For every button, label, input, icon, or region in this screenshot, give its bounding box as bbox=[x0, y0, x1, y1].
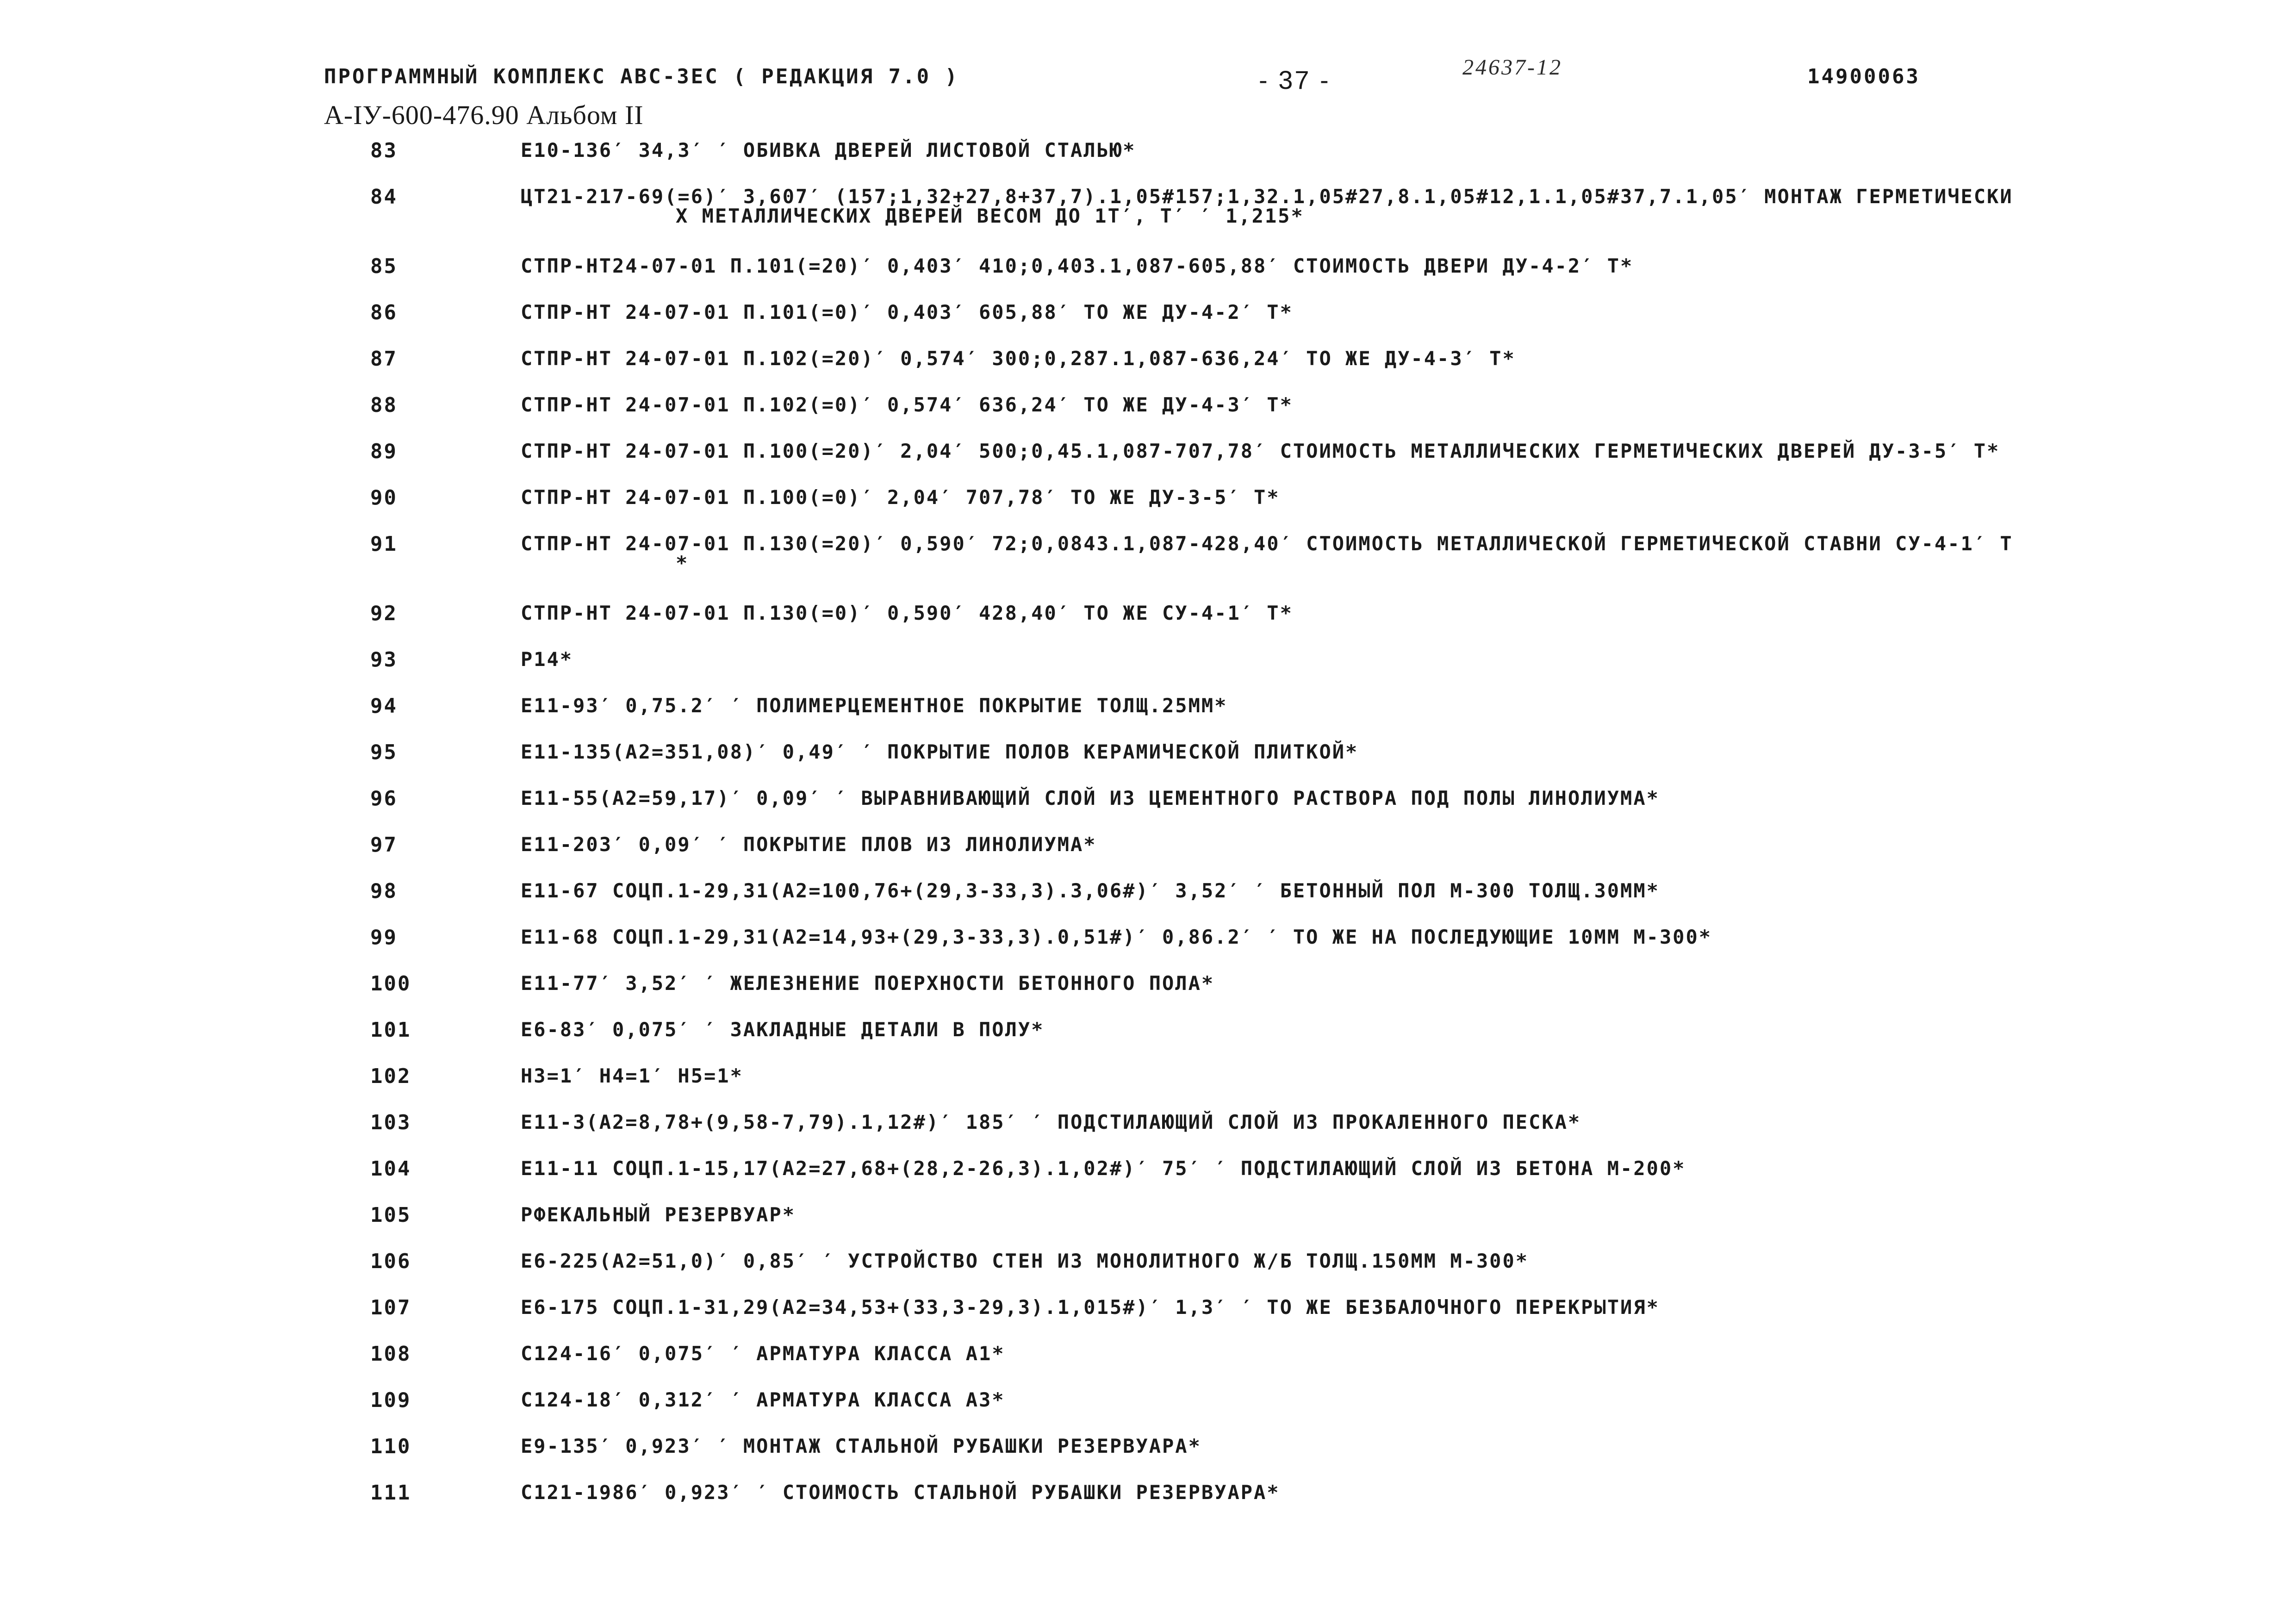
estimate-line bbox=[0, 833, 2296, 875]
line-number: 108 bbox=[370, 1342, 411, 1366]
line-text: Е6-175 СОЦП.1-31,29(А2=34,53+(33,3-29,3).1,015#)′ 1,3′ ′ ТО ЖЕ БЕЗБАЛОЧНОГО ПЕРЕКРЫТИЯ* bbox=[521, 1296, 1660, 1319]
line-number: 87 bbox=[370, 347, 398, 371]
estimate-line bbox=[0, 440, 2296, 481]
estimate-line bbox=[0, 393, 2296, 435]
line-text: СТПР-НТ 24-07-01 П.102(=20)′ 0,574′ 300;0,287.1,087-636,24′ ТО ЖЕ ДУ-4-3′ Т* bbox=[521, 347, 1516, 370]
line-text: СТПР-НТ 24-07-01 П.100(=0)′ 2,04′ 707,78′ ТО ЖЕ ДУ-3-5′ Т* bbox=[521, 486, 1280, 509]
line-text: ЦТ21-217-69(=6)′ 3,607′ (157;1,32+27,8+37,7).1,05#157;1,32.1,05#27,8.1,05#12,1.1,05#37,7.1,05′ МОНТАЖ ГЕРМЕТИЧЕСКИ bbox=[521, 185, 2013, 208]
document-code: 14900063 bbox=[1807, 65, 1920, 88]
line-number: 83 bbox=[370, 139, 398, 162]
estimate-line bbox=[0, 1481, 2296, 1523]
line-number: 111 bbox=[370, 1481, 411, 1505]
line-text: РФЕКАЛЬНЫЙ РЕЗЕРВУАР* bbox=[521, 1203, 796, 1226]
estimate-line bbox=[0, 301, 2296, 342]
line-text: Н3=1′ Н4=1′ Н5=1* bbox=[521, 1064, 743, 1087]
line-number: 100 bbox=[370, 972, 411, 996]
estimate-line bbox=[0, 648, 2296, 690]
estimate-line bbox=[0, 1018, 2296, 1060]
estimate-line bbox=[0, 1388, 2296, 1430]
line-text: СТПР-НТ 24-07-01 П.130(=20)′ 0,590′ 72;0,0843.1,087-428,40′ СТОИМОСТЬ МЕТАЛЛИЧЕСКОЙ ГЕРМЕТИЧЕСКОЙ СТАВНИ СУ-4-1′ Т bbox=[521, 532, 2013, 555]
line-number: 92 bbox=[370, 602, 398, 625]
line-text: СТПР-НТ 24-07-01 П.102(=0)′ 0,574′ 636,24′ ТО ЖЕ ДУ-4-3′ Т* bbox=[521, 393, 1293, 416]
estimate-line bbox=[0, 694, 2296, 736]
estimate-line bbox=[0, 1203, 2296, 1245]
line-number: 109 bbox=[370, 1388, 411, 1412]
line-number: 85 bbox=[370, 255, 398, 278]
estimate-line bbox=[0, 1296, 2296, 1338]
line-number: 84 bbox=[370, 185, 398, 209]
line-number: 99 bbox=[370, 926, 398, 949]
line-text: Е10-136′ 34,3′ ′ ОБИВКА ДВЕРЕЙ ЛИСТОВОЙ СТАЛЬЮ* bbox=[521, 139, 1136, 162]
estimate-line bbox=[0, 1064, 2296, 1106]
line-text: Р14* bbox=[521, 648, 573, 671]
line-text: Е6-83′ 0,075′ ′ ЗАКЛАДНЫЕ ДЕТАЛИ В ПОЛУ* bbox=[521, 1018, 1045, 1041]
estimate-line bbox=[0, 139, 2296, 180]
estimate-line bbox=[0, 255, 2296, 296]
line-text: Е11-77′ 3,52′ ′ ЖЕЛЕЗНЕНИЕ ПОЕРХНОСТИ БЕТОННОГО ПОЛА* bbox=[521, 972, 1215, 995]
estimate-line bbox=[0, 1111, 2296, 1152]
line-text: Е11-3(А2=8,78+(9,58-7,79).1,12#)′ 185′ ′ ПОДСТИЛАЮЩИЙ СЛОЙ ИЗ ПРОКАЛЕННОГО ПЕСКА* bbox=[521, 1111, 1581, 1133]
line-text: СТПР-НТ 24-07-01 П.101(=0)′ 0,403′ 605,88′ ТО ЖЕ ДУ-4-2′ Т* bbox=[521, 301, 1293, 324]
line-number: 94 bbox=[370, 694, 398, 718]
line-text: С121-1986′ 0,923′ ′ СТОИМОСТЬ СТАЛЬНОЙ РУБАШКИ РЕЗЕРВУАРА* bbox=[521, 1481, 1280, 1504]
page-number: - 37 - bbox=[1259, 65, 1331, 94]
estimate-line bbox=[0, 185, 2296, 227]
line-text: Е11-203′ 0,09′ ′ ПОКРЫТИЕ ПЛОВ ИЗ ЛИНОЛИУМА* bbox=[521, 833, 1097, 856]
estimate-line bbox=[0, 532, 2296, 574]
estimate-line bbox=[0, 1435, 2296, 1476]
line-text: Е11-11 СОЦП.1-15,17(А2=27,68+(28,2-26,3).1,02#)′ 75′ ′ ПОДСТИЛАЮЩИЙ СЛОЙ ИЗ БЕТОНА М-200* bbox=[521, 1157, 1686, 1180]
estimate-line bbox=[0, 1342, 2296, 1384]
line-number: 106 bbox=[370, 1250, 411, 1273]
line-number: 110 bbox=[370, 1435, 411, 1458]
line-text: Е11-135(А2=351,08)′ 0,49′ ′ ПОКРЫТИЕ ПОЛОВ КЕРАМИЧЕСКОЙ ПЛИТКОЙ* bbox=[521, 740, 1359, 763]
estimate-line bbox=[0, 972, 2296, 1014]
line-text-continuation: * bbox=[676, 552, 689, 574]
estimate-line bbox=[0, 1250, 2296, 1291]
line-text: СТПР-НТ 24-07-01 П.100(=20)′ 2,04′ 500;0,45.1,087-707,78′ СТОИМОСТЬ МЕТАЛЛИЧЕСКИХ ГЕРМЕТИЧЕСКИХ ДВЕРЕЙ ДУ-3-5′ Т* bbox=[521, 440, 2000, 462]
line-text: Е9-135′ 0,923′ ′ МОНТАЖ СТАЛЬНОЙ РУБАШКИ РЕЗЕРВУАРА* bbox=[521, 1435, 1201, 1457]
estimate-line bbox=[0, 787, 2296, 828]
line-text: Е11-55(А2=59,17)′ 0,09′ ′ ВЫРАВНИВАЮЩИЙ СЛОЙ ИЗ ЦЕМЕНТНОГО РАСТВОРА ПОД ПОЛЫ ЛИНОЛИУМА* bbox=[521, 787, 1660, 809]
line-number: 86 bbox=[370, 301, 398, 324]
line-number: 93 bbox=[370, 648, 398, 672]
line-number: 103 bbox=[370, 1111, 411, 1134]
estimate-line bbox=[0, 926, 2296, 967]
line-number: 89 bbox=[370, 440, 398, 463]
line-number: 95 bbox=[370, 740, 398, 764]
line-number: 104 bbox=[370, 1157, 411, 1181]
line-number: 88 bbox=[370, 393, 398, 417]
estimate-line bbox=[0, 740, 2296, 782]
line-text: Е6-225(А2=51,0)′ 0,85′ ′ УСТРОЙСТВО СТЕН ИЗ МОНОЛИТНОГО Ж/Б ТОЛЩ.150ММ М-300* bbox=[521, 1250, 1529, 1272]
album-title: А-IУ-600-476.90 Альбом II bbox=[324, 100, 644, 130]
line-number: 105 bbox=[370, 1203, 411, 1227]
line-number: 91 bbox=[370, 532, 398, 556]
line-number: 101 bbox=[370, 1018, 411, 1042]
estimate-line bbox=[0, 347, 2296, 389]
line-text: Е11-93′ 0,75.2′ ′ ПОЛИМЕРЦЕМЕНТНОЕ ПОКРЫТИЕ ТОЛЩ.25ММ* bbox=[521, 694, 1228, 717]
document-number-handwritten: 24637-12 bbox=[1462, 55, 1562, 80]
estimate-line bbox=[0, 602, 2296, 643]
line-number: 96 bbox=[370, 787, 398, 810]
line-text: С124-16′ 0,075′ ′ АРМАТУРА КЛАССА А1* bbox=[521, 1342, 1005, 1365]
line-text: С124-18′ 0,312′ ′ АРМАТУРА КЛАССА А3* bbox=[521, 1388, 1005, 1411]
line-number: 90 bbox=[370, 486, 398, 510]
program-header: ПРОГРАММНЫЙ КОМПЛЕКС АВС-3ЕС ( РЕДАКЦИЯ 7.0 ) bbox=[324, 65, 959, 88]
estimate-line bbox=[0, 879, 2296, 921]
line-text: Е11-67 СОЦП.1-29,31(А2=100,76+(29,3-33,3).3,06#)′ 3,52′ ′ БЕТОННЫЙ ПОЛ М-300 ТОЛЩ.30ММ* bbox=[521, 879, 1660, 902]
line-text-continuation: Х МЕТАЛЛИЧЕСКИХ ДВЕРЕЙ ВЕСОМ ДО 1Т′, Т′ ′ 1,215* bbox=[676, 205, 1304, 227]
line-number: 97 bbox=[370, 833, 398, 857]
line-text: Е11-68 СОЦП.1-29,31(А2=14,93+(29,3-33,3).0,51#)′ 0,86.2′ ′ ТО ЖЕ НА ПОСЛЕДУЮЩИЕ 10ММ М-300* bbox=[521, 926, 1712, 948]
line-text: СТПР-НТ 24-07-01 П.130(=0)′ 0,590′ 428,40′ ТО ЖЕ СУ-4-1′ Т* bbox=[521, 602, 1293, 624]
estimate-line bbox=[0, 486, 2296, 528]
line-number: 98 bbox=[370, 879, 398, 903]
estimate-line bbox=[0, 1157, 2296, 1199]
line-number: 102 bbox=[370, 1064, 411, 1088]
line-text: СТПР-НТ24-07-01 П.101(=20)′ 0,403′ 410;0,403.1,087-605,88′ СТОИМОСТЬ ДВЕРИ ДУ-4-2′ Т* bbox=[521, 255, 1634, 277]
line-number: 107 bbox=[370, 1296, 411, 1319]
